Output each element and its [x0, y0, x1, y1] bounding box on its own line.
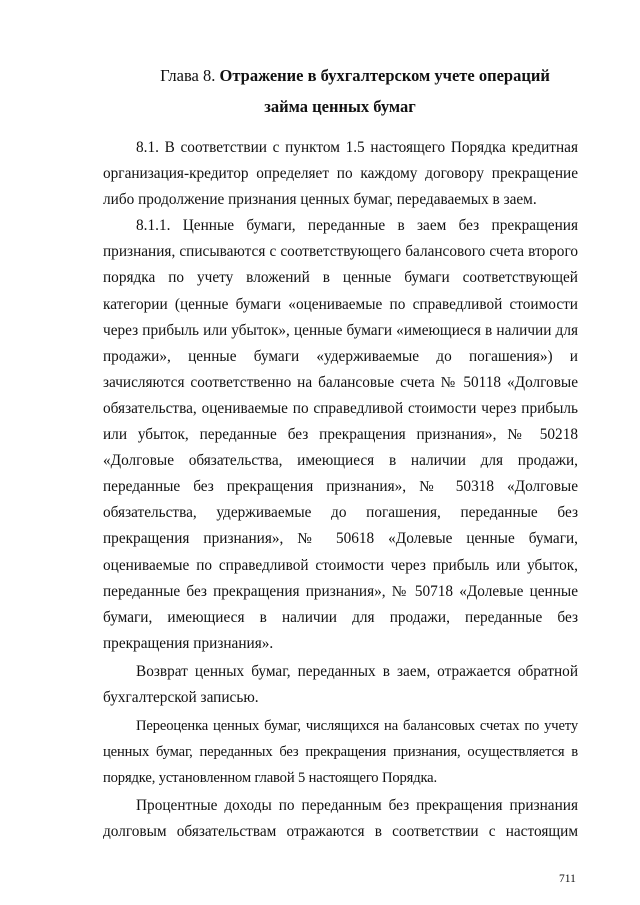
paragraph-return: Возврат ценных бумаг, переданных в заем, отражается обратной бухгалтерской записью. — [103, 662, 578, 706]
paragraph-8-1: 8.1. В соответствии с пунктом 1.5 настоящего Порядка кредитная организация-кредитор определяет по каждому договору прекращение либо продолжение признания ценных бумаг, передаваемых в заем. — [103, 139, 578, 209]
chapter-title-line1: Отражение в бухгалтерском учете операций — [219, 66, 550, 85]
paragraph-8-1-1: 8.1.1. Ценные бумаги, переданные в заем без прекращения признания, списываются с соответствующего балансового счета второго порядка по учету вложений в ценные бумаги соответствующей категории (ценные бумаги «оцениваемые по справедливой стоимости через прибыль или убыток», ценные бумаги «имеющиеся в наличии для продажи», ценные бумаги «удерживаемые до погашения») и зачисляются соответственно на балансовые счета № 50118 «Долговые обязательства, оцениваемые по справедливой стоимости через прибыль или убыток, переданные без прекращения признания», № 50218 «Долговые обязательства, имеющиеся в наличии для продажи, переданные без прекращения признания», № 50318 «Долговые обязательства, удерживаемые до погашения, переданные без прекращения признания», № 50618 «Долевые ценные бумаги, оцениваемые по справедливой стоимости через прибыль или убыток, переданные без прекращения признания», № 50718 «Долевые ценные бумаги, имеющиеся в наличии для продажи, переданные без прекращения признания». — [103, 217, 578, 652]
chapter-label: Глава 8. — [160, 66, 216, 85]
page-number: 711 — [559, 873, 576, 885]
paragraph-revaluation: Переоценка ценных бумаг, числящихся на балансовых счетах по учету ценных бумаг, переданных без прекращения признания, осуществляется в порядке, установленном главой 5 настоящего Порядка. — [103, 718, 578, 787]
chapter-title-line2: займа ценных бумаг — [264, 97, 416, 116]
chapter-heading — [0, 60, 640, 122]
document-body — [103, 135, 578, 846]
paragraph-interest-income: Процентные доходы по переданным без прекращения признания долговым обязательствам отражаются в соответствии с настоящим — [103, 797, 578, 841]
